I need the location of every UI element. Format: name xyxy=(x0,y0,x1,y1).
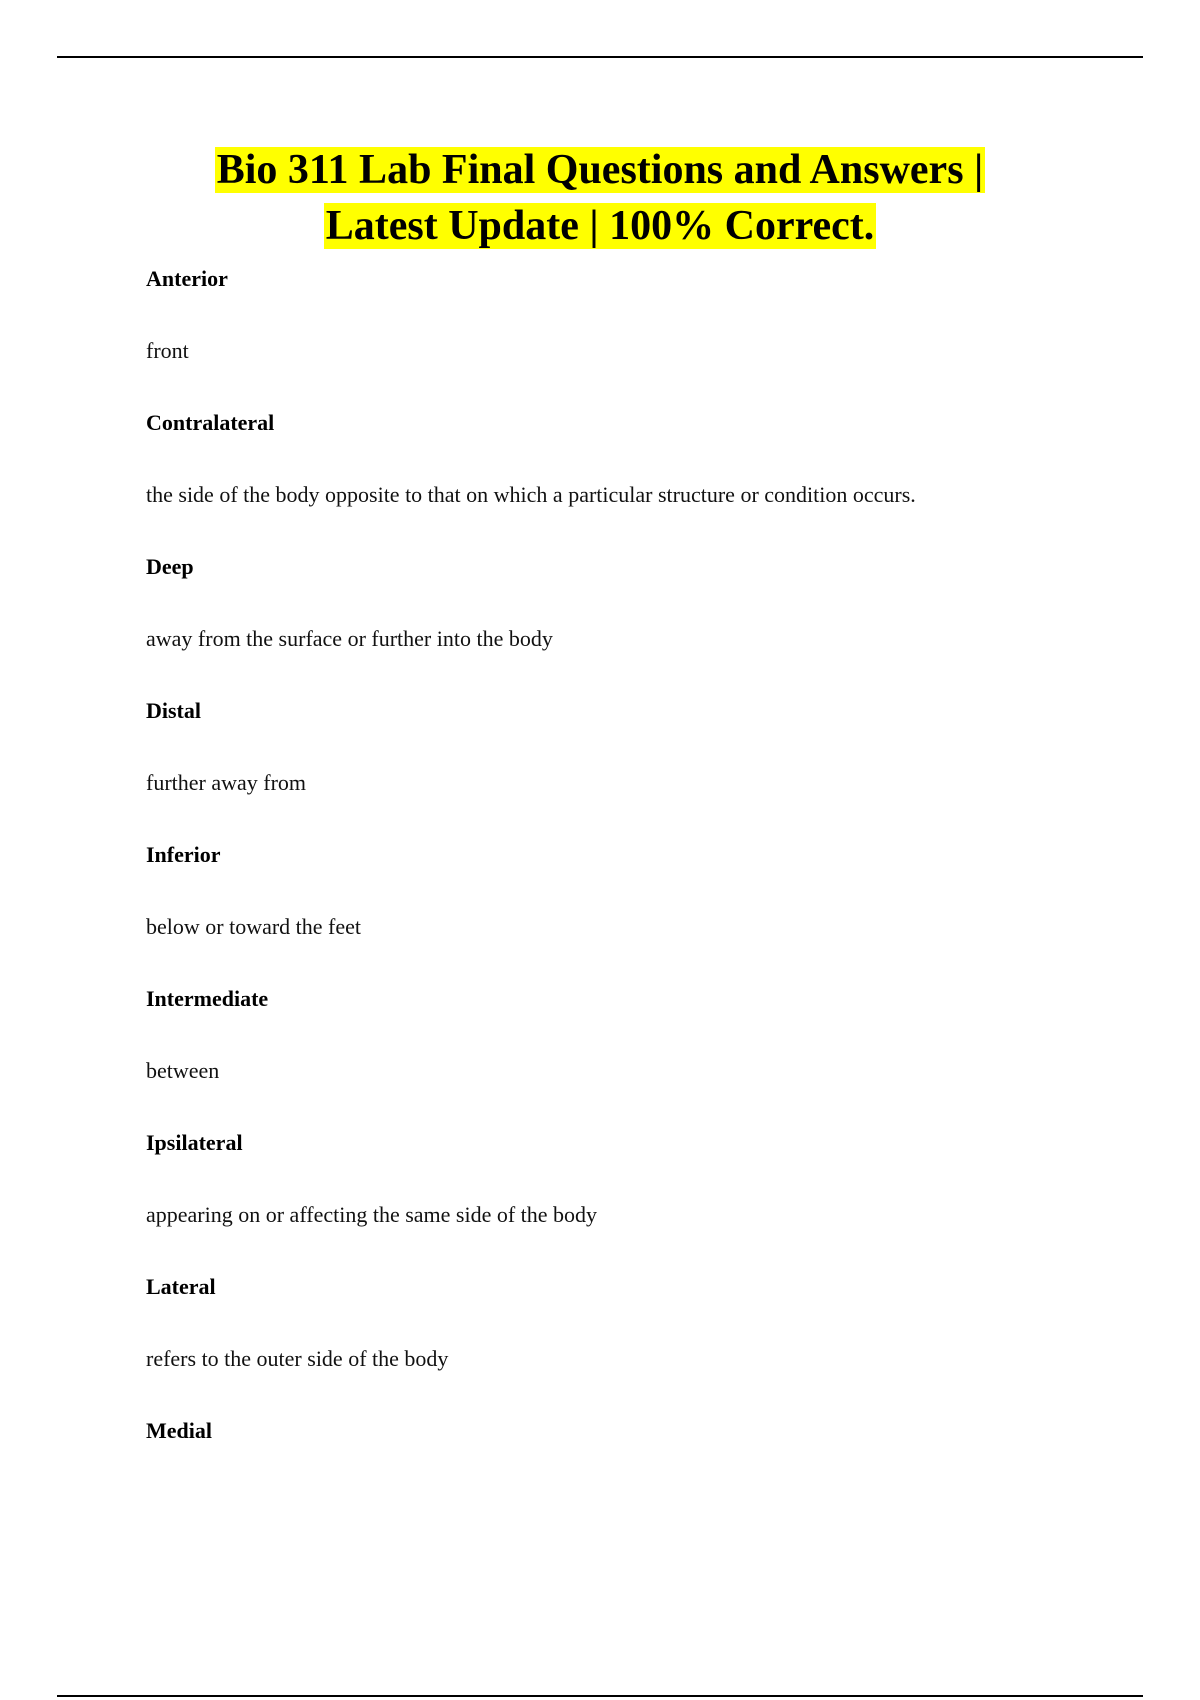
definition: below or toward the feet xyxy=(146,914,362,939)
definition: further away from xyxy=(146,770,307,795)
term: Inferior xyxy=(146,842,221,867)
term: Contralateral xyxy=(146,410,275,435)
definition: the side of the body opposite to that on which a particular structure or condition occurs. xyxy=(146,482,916,507)
glossary-entry xyxy=(146,986,1106,1130)
title-line-1: Bio 311 Lab Final Questions and Answers | xyxy=(216,147,984,193)
definition: appearing on or affecting the same side of the body xyxy=(146,1202,598,1227)
glossary-entry xyxy=(146,698,1106,842)
title-line-2: Latest Update | 100% Correct. xyxy=(325,203,875,249)
bottom-rule xyxy=(57,1695,1143,1697)
glossary-entry xyxy=(146,1418,1106,1562)
glossary-entry xyxy=(146,554,1106,698)
term: Distal xyxy=(146,698,201,723)
glossary-entry xyxy=(146,1130,1106,1274)
glossary-entry xyxy=(146,410,1106,554)
top-rule xyxy=(57,56,1143,58)
term: Anterior xyxy=(146,266,228,291)
definition: front xyxy=(146,338,189,363)
document-title xyxy=(0,142,1200,254)
glossary-entry xyxy=(146,842,1106,986)
term: Lateral xyxy=(146,1274,216,1299)
term: Ipsilateral xyxy=(146,1130,243,1155)
definition: between xyxy=(146,1058,220,1083)
glossary-entry xyxy=(146,266,1106,410)
glossary-entry xyxy=(146,1274,1106,1418)
definition: refers to the outer side of the body xyxy=(146,1346,449,1371)
definition: away from the surface or further into the body xyxy=(146,626,553,651)
glossary-list xyxy=(146,266,1106,1562)
term: Deep xyxy=(146,554,194,579)
term: Medial xyxy=(146,1418,212,1443)
term: Intermediate xyxy=(146,986,269,1011)
